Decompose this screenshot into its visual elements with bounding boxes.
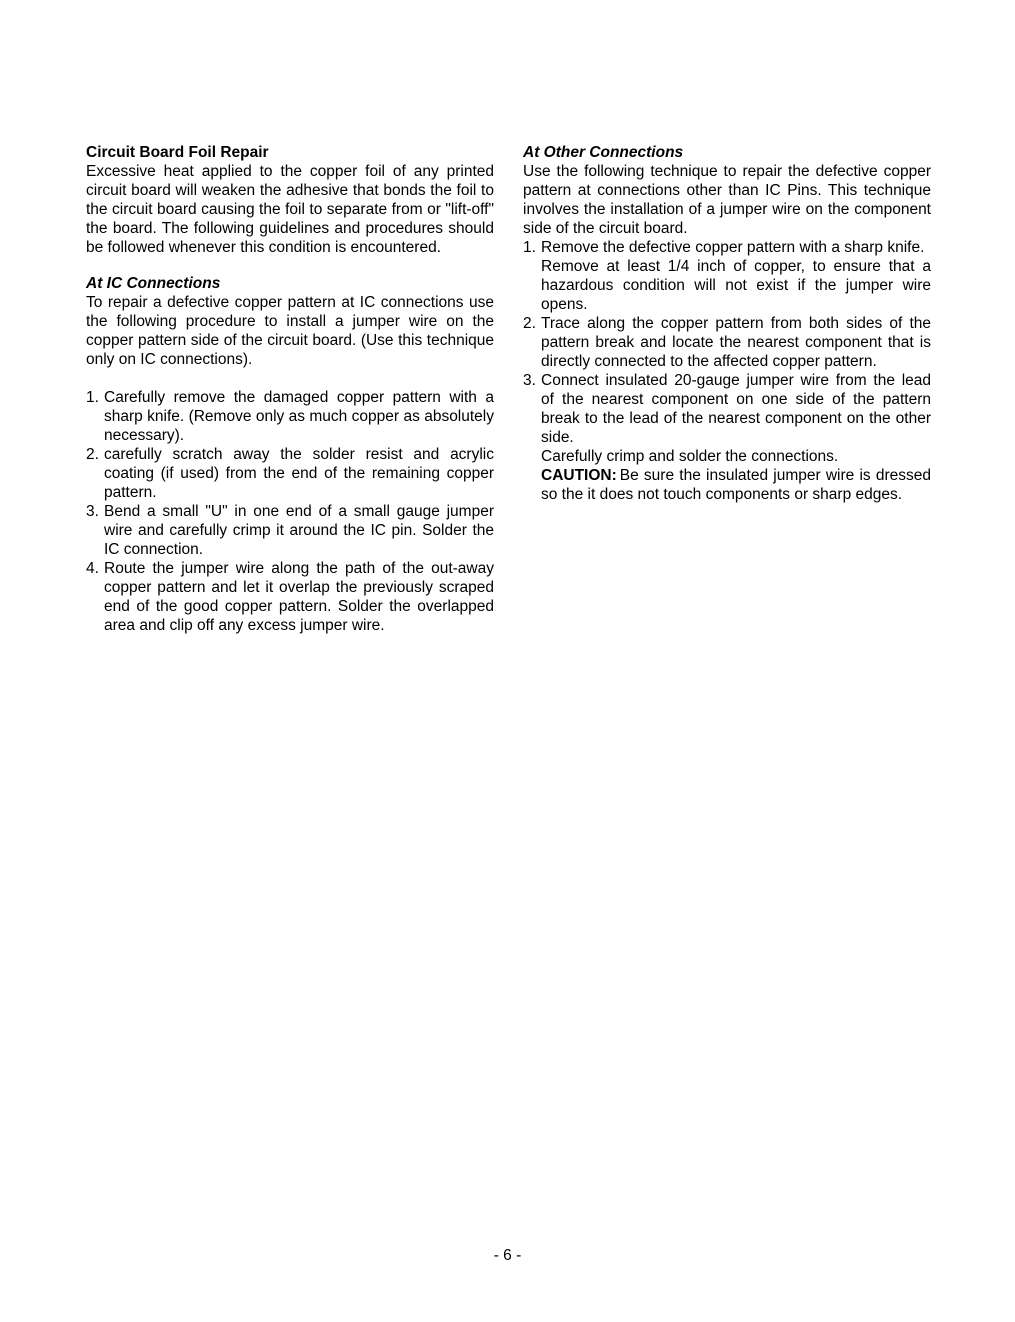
page-number: - 6 - bbox=[493, 1247, 522, 1264]
list-item-ic-step-4 bbox=[86, 559, 494, 635]
list-number: 2. bbox=[86, 446, 99, 463]
paragraph-foil-repair: Excessive heat applied to the copper foil of any printed circuit board will weaken the adhesive that bonds the foil to the circuit board causing the foil to separate from or "lift-off" the board. The following guidelines and procedures should be followed whenever this condition is encountered. bbox=[86, 163, 494, 256]
list-number: 2. bbox=[523, 315, 536, 332]
list-item-ic-step-1 bbox=[86, 388, 494, 445]
ic-connections-step-list bbox=[86, 388, 494, 635]
list-number: 3. bbox=[523, 372, 536, 389]
list-item-text: Trace along the copper pattern from both sides of the pattern break and locate the nearest component that is directly connected to the affected copper pattern. bbox=[541, 315, 931, 370]
caution-text: Be sure the insulated jumper wire is dressed so the it does not touch components or sharp edges. bbox=[541, 467, 931, 503]
section-heading-at-ic-connections: At IC Connections bbox=[86, 275, 221, 292]
list-item-text: Carefully remove the damaged copper pattern with a sharp knife. (Remove only as much copper as absolutely necessary). bbox=[104, 389, 494, 444]
list-item-text: Route the jumper wire along the path of the out-away copper pattern and let it overlap the previously scraped end of the good copper pattern. Solder the overlapped area and clip off any excess jumper wire. bbox=[104, 560, 494, 634]
two-column-layout bbox=[86, 143, 931, 635]
list-item-ic-step-2 bbox=[86, 445, 494, 502]
caution-note bbox=[541, 466, 931, 504]
list-item-text: Bend a small "U" in one end of a small gauge jumper wire and carefully crimp it around the IC pin. Solder the IC connection. bbox=[104, 503, 494, 558]
list-number: 4. bbox=[86, 560, 99, 577]
list-item-other-step-3 bbox=[523, 371, 931, 504]
other-connections-step-list bbox=[523, 238, 931, 504]
section-heading-circuit-board-foil-repair: Circuit Board Foil Repair bbox=[86, 144, 269, 161]
list-item-other-step-2 bbox=[523, 314, 931, 371]
paragraph-at-other-connections: Use the following technique to repair the defective copper pattern at connections other than IC Pins. This technique involves the installation of a jumper wire on the component side of the circuit board. bbox=[523, 163, 931, 237]
list-number: 3. bbox=[86, 503, 99, 520]
list-item-text: Connect insulated 20-gauge jumper wire from the lead of the nearest component on one side of the pattern break to the lead of the nearest component on the other side. bbox=[541, 372, 931, 446]
list-item-other-step-1 bbox=[523, 238, 931, 314]
list-item-continuation: Carefully crimp and solder the connections. bbox=[541, 448, 839, 465]
caution-label: CAUTION: bbox=[541, 467, 617, 484]
list-item-ic-step-3 bbox=[86, 502, 494, 559]
list-number: 1. bbox=[523, 239, 536, 256]
section-heading-at-other-connections: At Other Connections bbox=[523, 144, 684, 161]
paragraph-at-ic-connections: To repair a defective copper pattern at IC connections use the following procedure to install a jumper wire on the copper pattern side of the circuit board. (Use this technique only on IC connections). bbox=[86, 294, 494, 368]
list-number: 1. bbox=[86, 389, 99, 406]
list-item-continuation: Remove at least 1/4 inch of copper, to ensure that a hazardous condition will not exist if the jumper wire opens. bbox=[541, 258, 931, 313]
left-column bbox=[86, 143, 494, 635]
list-item-text: carefully scratch away the solder resist and acrylic coating (if used) from the end of the remaining copper pattern. bbox=[104, 446, 494, 501]
list-item-text: Remove the defective copper pattern with a sharp knife. bbox=[541, 239, 925, 256]
right-column bbox=[523, 143, 931, 635]
